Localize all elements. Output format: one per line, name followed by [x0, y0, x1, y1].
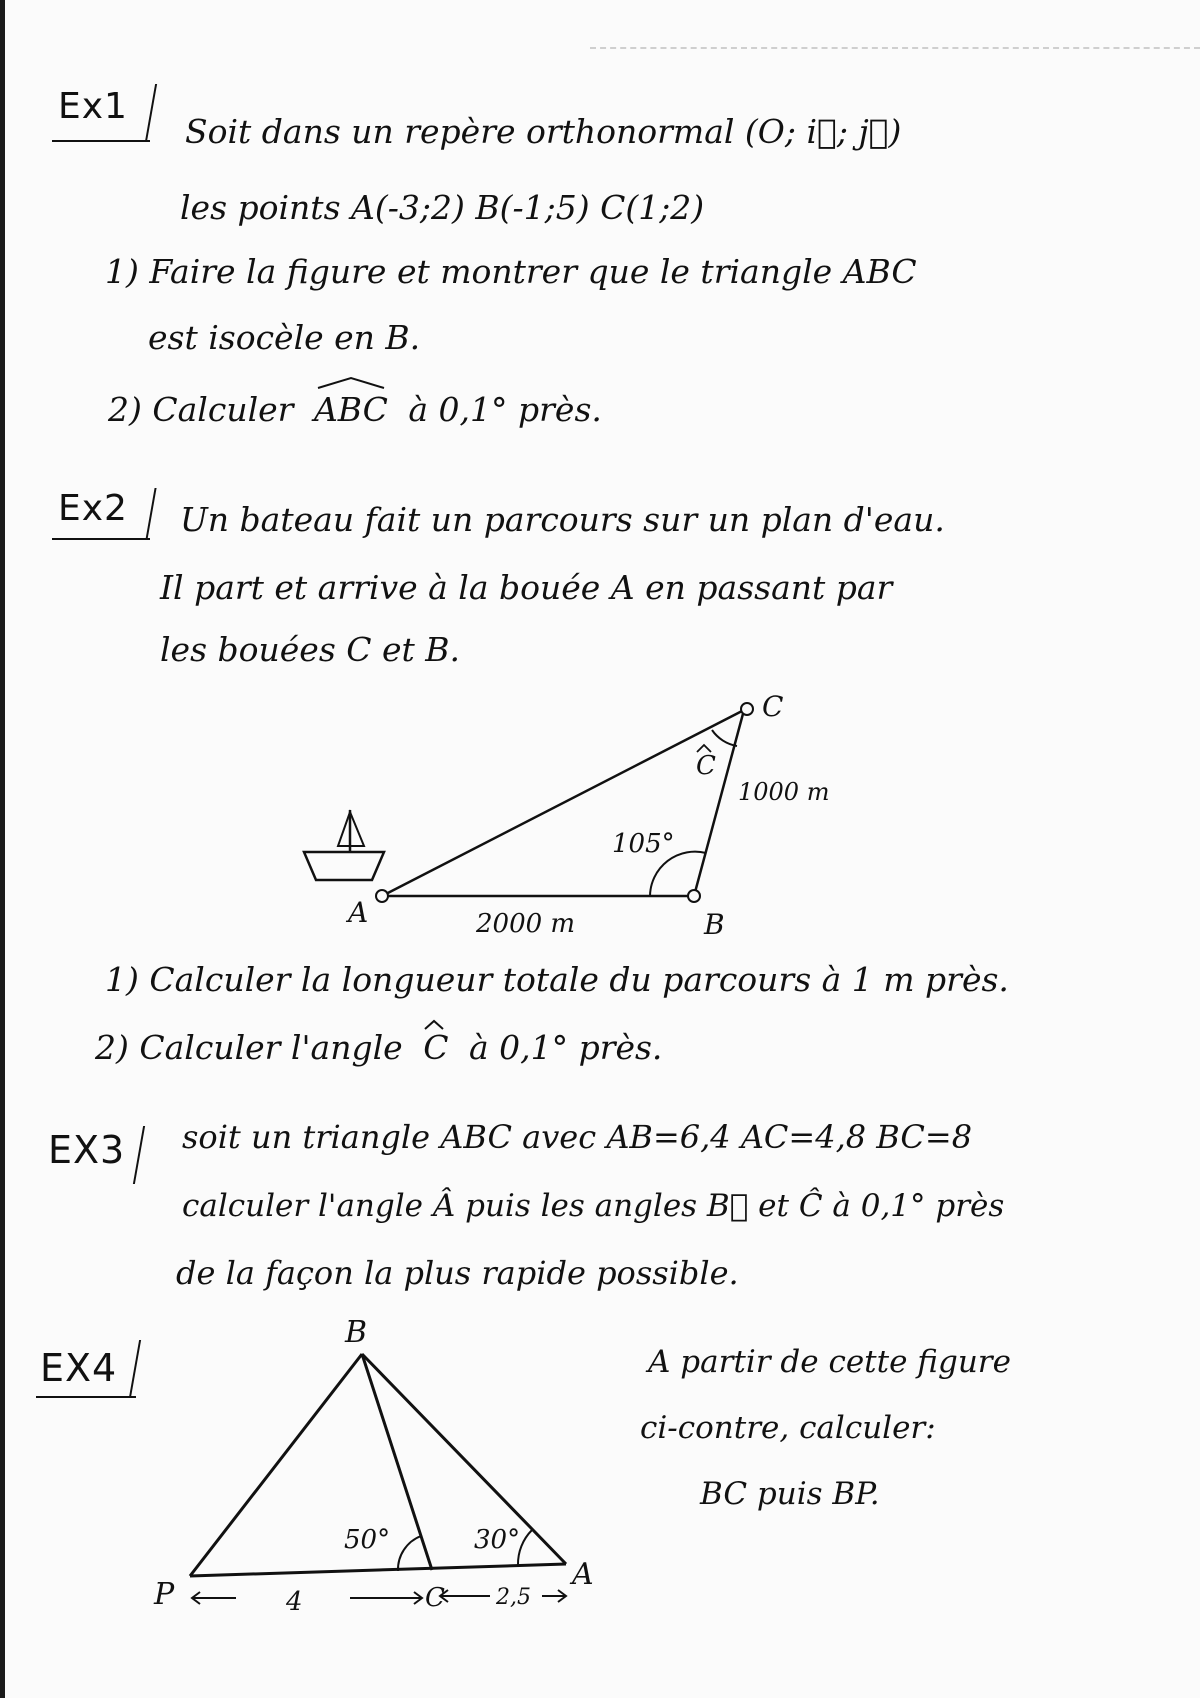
- ex1-q2-suffix: à 0,1° près.: [408, 390, 602, 429]
- ex4-text-line3: BC puis BP.: [700, 1476, 880, 1512]
- label-length-ca: 2,5: [496, 1585, 531, 1610]
- label-angle-c: C: [696, 751, 716, 781]
- ex3-line2: calculer l'angle Â puis les angles B⃗ et Ĉ à 0,1° près: [182, 1188, 1005, 1224]
- label-point-p: P: [154, 1577, 175, 1612]
- label-point-b: B: [345, 1315, 368, 1350]
- label-point-c: C: [425, 1583, 445, 1613]
- label-angle-c: 50°: [344, 1525, 391, 1555]
- ex1-intro-line2: les points A(-3;2) B(-1;5) C(1;2): [180, 188, 705, 227]
- ex3-line3: de la façon la plus rapide possible.: [176, 1254, 739, 1292]
- label-point-b: B: [704, 908, 725, 941]
- segment-ba: [362, 1354, 566, 1564]
- ex4-text-line1: A partir de cette figure: [648, 1344, 1011, 1380]
- ex2-intro-line3: les bouées C et B.: [160, 630, 460, 669]
- ex1-question-1-line1: 1) Faire la figure et montrer que le triangle ABC: [105, 252, 917, 291]
- label-angle-b: 105°: [612, 829, 675, 859]
- label-length-ab: 2000 m: [476, 909, 576, 939]
- angle-c-arc: [398, 1536, 421, 1571]
- label-point-a: A: [348, 896, 369, 929]
- ex2-intro-line1: Un bateau fait un parcours sur un plan d'eau.: [180, 500, 945, 539]
- ex4-tag: EX4: [40, 1346, 118, 1390]
- ex2-tag: Ex2: [58, 488, 128, 529]
- ex1-tag: Ex1: [58, 86, 128, 127]
- ex1-q2-angle-label: ABC: [313, 390, 388, 429]
- ex4-text-line2: ci-contre, calculer:: [640, 1410, 936, 1446]
- ex3-tag: EX3: [48, 1128, 126, 1172]
- ex2-question-1: 1) Calculer la longueur totale du parcours à 1 m près.: [105, 960, 1009, 999]
- ex2-q2-suffix: à 0,1° près.: [468, 1028, 663, 1067]
- label-length-pc: 4: [286, 1587, 303, 1617]
- ex2-q2-angle-label: C: [423, 1028, 449, 1067]
- ex1-q2-prefix: 2) Calculer: [108, 390, 294, 429]
- segment-pa: [190, 1564, 566, 1576]
- ex2-q2-prefix: 2) Calculer l'angle: [95, 1028, 403, 1067]
- dimension-arrow-pc: [192, 1592, 422, 1604]
- segment-pb: [190, 1354, 362, 1576]
- label-length-bc: 1000 m: [738, 778, 830, 806]
- label-angle-a: 30°: [474, 1525, 521, 1555]
- label-point-c: C: [762, 690, 784, 723]
- label-point-a: A: [572, 1557, 594, 1592]
- ex1-intro-line1: Soit dans un repère orthonormal (O; i⃗; j⃗): [185, 112, 902, 151]
- ex1-question-1-line2: est isocèle en B.: [148, 318, 421, 357]
- ex2-intro-line2: Il part et arrive à la bouée A en passant par: [160, 568, 893, 607]
- ex3-line1: soit un triangle ABC avec AB=6,4 AC=4,8 BC=8: [182, 1118, 973, 1156]
